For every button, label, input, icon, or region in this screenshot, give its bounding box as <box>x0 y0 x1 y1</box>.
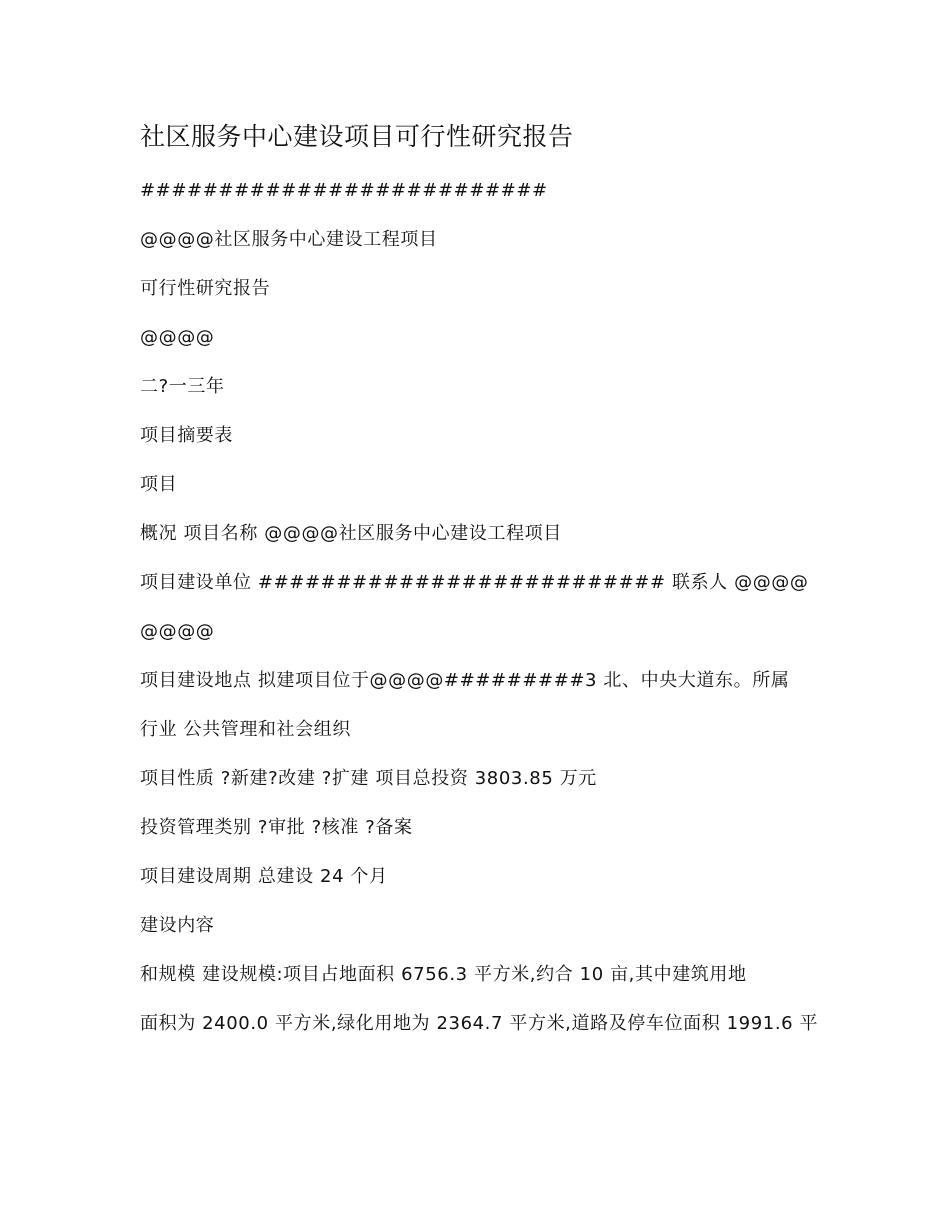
document-title: 社区服务中心建设项目可行性研究报告 <box>140 122 574 151</box>
summary-industry: 行业 公共管理和社会组织 <box>140 719 351 740</box>
summary-management-category: 投资管理类别 ?审批 ?核准 ?备案 <box>140 817 413 838</box>
organization-placeholder: @@@@ <box>140 327 215 348</box>
document-body <box>140 118 820 1060</box>
hash-placeholder-line: ########################## <box>140 180 548 201</box>
summary-nature-investment: 项目性质 ?新建?改建 ?扩建 项目总投资 3803.85 万元 <box>140 768 597 789</box>
summary-table-heading: 项目摘要表 <box>140 425 233 446</box>
summary-content-label: 建设内容 <box>140 915 215 936</box>
summary-construction-period: 项目建设周期 总建设 24 个月 <box>140 866 388 887</box>
summary-project-name: 概况 项目名称 @@@@社区服务中心建设工程项目 <box>140 523 562 544</box>
summary-scale-line-1: 和规模 建设规模:项目占地面积 6756.3 平方米,约合 10 亩,其中建筑用地 <box>140 964 747 985</box>
summary-item-label: 项目 <box>140 474 178 495</box>
summary-construction-unit: 项目建设单位 ########################## 联系人 @@@@ <box>140 572 809 593</box>
report-year: 二?一三年 <box>140 376 225 397</box>
report-type-line: 可行性研究报告 <box>140 278 271 299</box>
summary-scale-line-2: 面积为 2400.0 平方米,绿化用地为 2364.7 平方米,道路及停车位面积 1991.6 平 <box>140 1013 819 1034</box>
summary-contact-value: @@@@ <box>140 621 215 642</box>
project-name-line: @@@@社区服务中心建设工程项目 <box>140 229 438 250</box>
summary-location: 项目建设地点 拟建项目位于@@@@#########3 北、中央大道东。所属 <box>140 670 790 691</box>
